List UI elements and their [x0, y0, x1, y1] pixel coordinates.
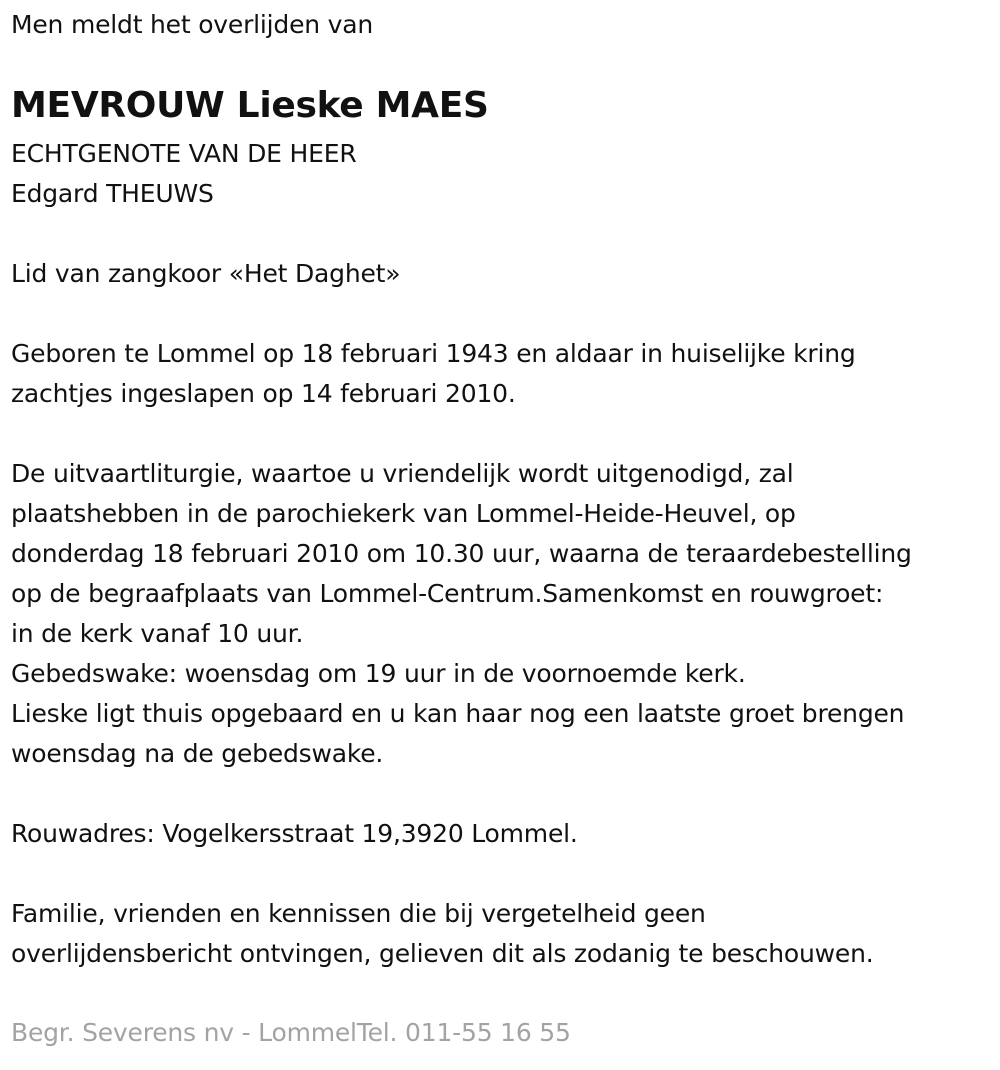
address-block [11, 814, 578, 854]
family-block [11, 894, 874, 974]
funeral-line: op de begraafplaats van Lommel-Centrum.Samenkomst en rouwgroet: [11, 579, 884, 608]
membership-text: Lid van zangkoor «Het Daghet» [11, 259, 401, 288]
funeral-line: in de kerk vanaf 10 uur. [11, 619, 304, 648]
deceased-name: MEVROUW Lieske MAES [11, 85, 489, 126]
family-line: overlijdensbericht ontvingen, gelieven dit als zodanig te beschouwen. [11, 939, 874, 968]
funeral-line: plaatshebben in de parochiekerk van Lommel-Heide-Heuvel, op [11, 499, 796, 528]
birth-block [11, 334, 856, 414]
mourning-address: Rouwadres: Vogelkersstraat 19,3920 Lommel. [11, 819, 578, 848]
spouse-name: Edgard THEUWS [11, 179, 214, 208]
funeral-line: De uitvaartliturgie, waartoe u vriendelijk wordt uitgenodigd, zal [11, 459, 794, 488]
intro-text: Men meldt het overlijden van [11, 10, 374, 39]
viewing-line: woensdag na de gebedswake. [11, 739, 384, 768]
membership-block [11, 254, 400, 294]
birth-line: Geboren te Lommel op 18 februari 1943 en aldaar in huiselijke kring [11, 339, 856, 368]
funeral-line: donderdag 18 februari 2010 om 10.30 uur, waarna de teraardebestelling [11, 539, 912, 568]
funeral-home-footer: Begr. Severens nv - LommelTel. 011-55 16 55 [11, 1018, 571, 1047]
birth-line: zachtjes ingeslapen op 14 februari 2010. [11, 379, 516, 408]
wake-line: Gebedswake: woensdag om 19 uur in de voornoemde kerk. [11, 659, 746, 688]
spouse-block [11, 134, 357, 214]
spouse-line: ECHTGENOTE VAN DE HEER [11, 139, 357, 168]
viewing-line: Lieske ligt thuis opgebaard en u kan haar nog een laatste groet brengen [11, 699, 905, 728]
family-line: Familie, vrienden en kennissen die bij vergetelheid geen [11, 899, 706, 928]
funeral-block [11, 454, 912, 774]
